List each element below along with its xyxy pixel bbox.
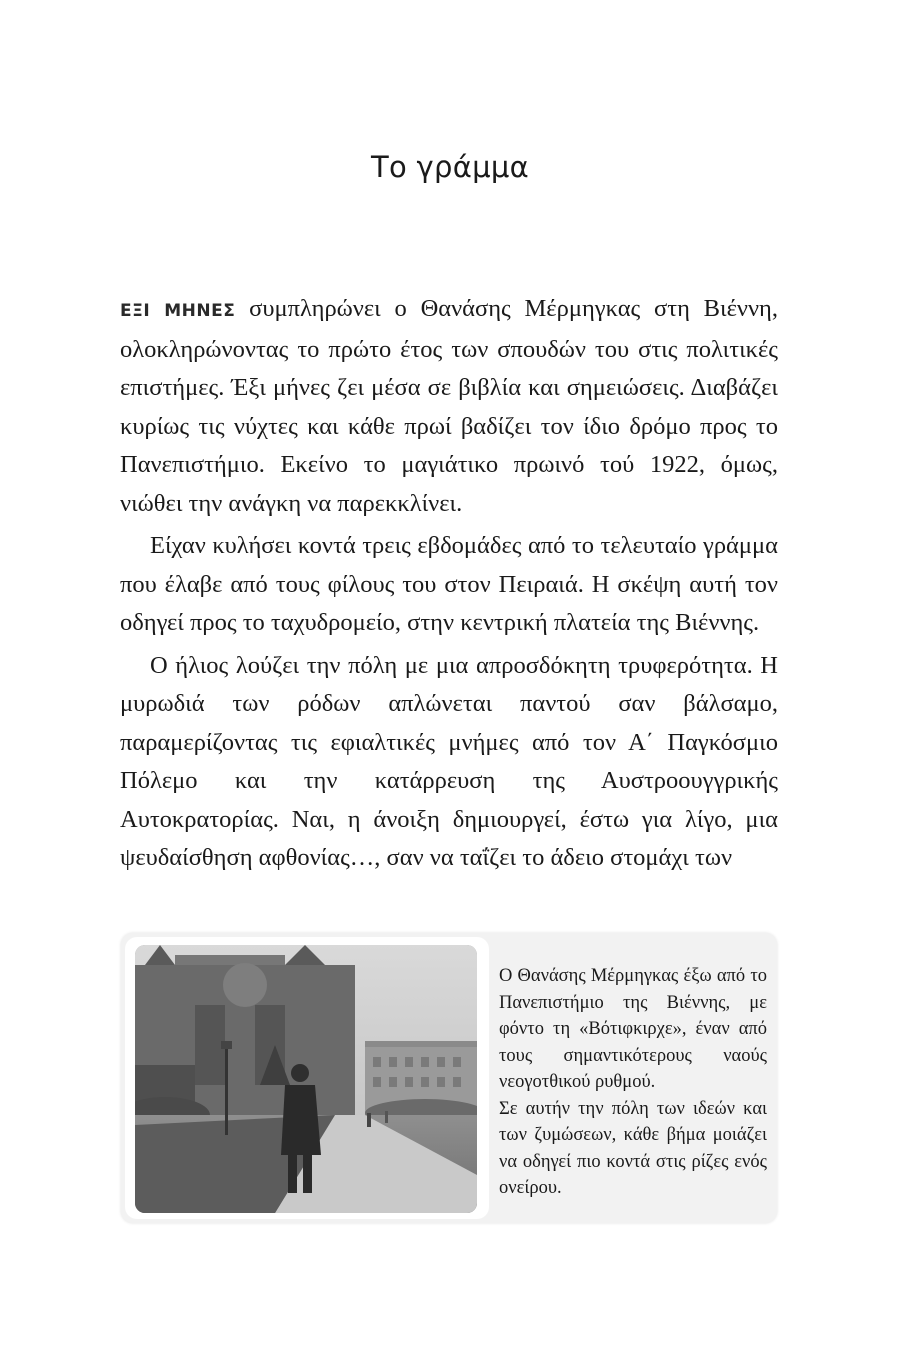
photo-figure [121, 933, 777, 1223]
body-text [120, 290, 778, 878]
chapter-title: Το γράμμα [370, 150, 530, 184]
caption-paragraph-2: Σε αυτήν την πόλη των ιδεών και των ζυμώσεων, κάθε βήμα μοιάζει να οδηγεί πιο κοντά στις ρίζες ενός ονείρου. [499, 1098, 767, 1198]
historic-photo [135, 945, 477, 1213]
paragraph-3: Ο ήλιος λούζει την πόλη με μια απροσδόκητη τρυφερότητα. Η μυρωδιά των ρόδων απλώνεται παντού σαν βάλσαμο, παραμερίζοντας τις εφιαλτικές μνήμες από τον Α΄ Παγκόσμιο Πόλεμο και την κατάρρευση της Αυστροουγγρικής Αυτοκρατορίας. Ναι, η άνοιξη δημιουργεί, έστω για λίγο, μια ψευδαίσθηση αφθονίας…, σαν να ταΐζει το άδειο στομάχι των [120, 651, 778, 871]
caption-paragraph-1: Ο Θανάσης Μέρμηγκας έξω από το Πανεπιστήμιο της Βιέννης, με φόντο τη «Βότιφκιρχε», έναν από τους σημαντικότερους ναούς νεογοτθικού ρυθμού. [499, 966, 767, 1092]
paragraph-1 [120, 290, 778, 523]
lead-small-caps: ΕΞΙ ΜΗΝΕΣ [120, 301, 236, 321]
photo-caption [499, 963, 767, 1202]
photo-illustration-icon [135, 945, 477, 1213]
paragraph-2: Είχαν κυλήσει κοντά τρεις εβδομάδες από το τελευταίο γράμμα που έλαβε από τους φίλους του στον Πειραιά. Η σκέψη αυτή τον οδηγεί προς το ταχυδρομείο, στην κεντρική πλατεία της Βιέννης. [120, 532, 778, 636]
photo-frame [125, 937, 489, 1219]
paragraph-1-text: συμπληρώνει ο Θανάσης Μέρμηγκας στη Βιέννη, ολοκληρώνοντας το πρώτο έτος των σπουδών του στις πολιτικές επιστήμες. Έξι μήνες ζει μέσα σε βιβλία και σημειώσεις. Διαβάζει κυρίως τις νύχτες και κάθε πρωί βαδίζει τον ίδιο δρόμο προς το Πανεπιστήμιο. Εκείνο το μαγιάτικο πρωινό τού 1922, όμως, νιώθει την ανάγκη να παρεκκλίνει. [120, 295, 778, 517]
